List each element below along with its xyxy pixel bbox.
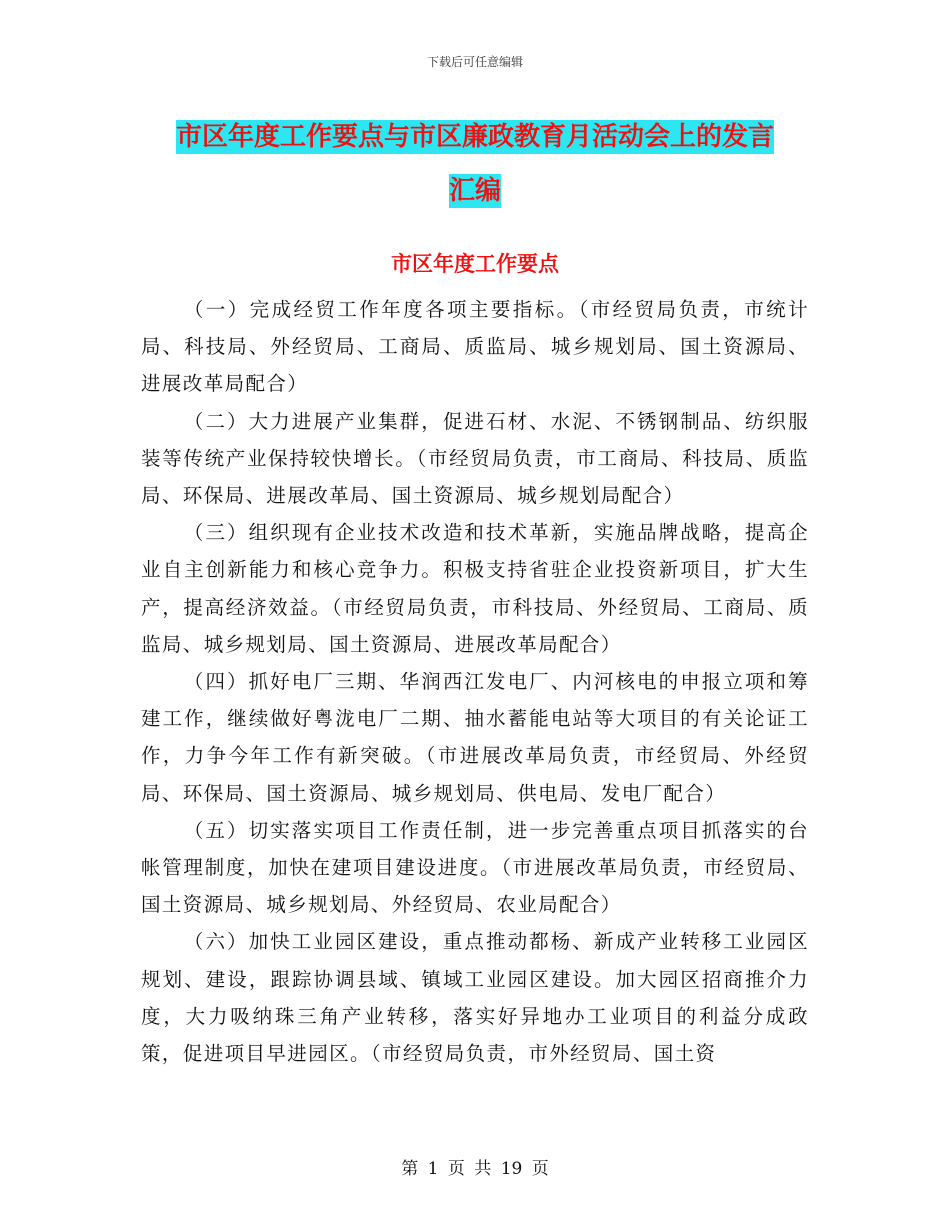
document-title-line-1: 市区年度工作要点与市区廉政教育月活动会上的发言 <box>175 122 774 152</box>
document-title-line-2: 汇编 <box>448 176 501 206</box>
document-title <box>0 110 950 218</box>
document-body <box>141 291 809 1072</box>
paragraph-2: （二）大力进展产业集群，促进石材、水泥、不锈钢制品、纺织服装等传统产业保持较快增长。（市经贸局负责，市工商局、科技局、质监局、环保局、进展改革局、国土资源局、城乡规划局配合） <box>141 409 809 508</box>
paragraph-4: （四）抓好电厂三期、华润西江发电厂、内河核电的申报立项和筹建工作，继续做好粤泷电厂二期、抽水蓄能电站等大项目的有关论证工作，力争今年工作有新突破。（市进展改革局负责，市经贸局、外经贸局、环保局、国土资源局、城乡规划局、供电局、发电厂配合） <box>141 670 809 805</box>
paragraph-1: （一）完成经贸工作年度各项主要指标。（市经贸局负责，市统计局、科技局、外经贸局、工商局、质监局、城乡规划局、国土资源局、进展改革局配合） <box>141 298 809 396</box>
section-heading: 市区年度工作要点 <box>391 251 559 276</box>
page-footer: 第 1 页 共 19 页 <box>401 1159 549 1179</box>
paragraph-5: （五）切实落实项目工作责任制，进一步完善重点项目抓落实的台帐管理制度，加快在建项目建设进度。（市进展改革局负责，市经贸局、国土资源局、城乡规划局、外经贸局、农业局配合） <box>141 818 809 917</box>
header-note: 下载后可任意编辑 <box>426 55 523 69</box>
paragraph-6: （六）加快工业园区建设，重点推动都杨、新成产业转移工业园区规划、建设，跟踪协调县域、镇域工业园区建设。加大园区招商推介力度，大力吸纳珠三角产业转移，落实好异地办工业项目的利益分成政策，促进项目早进园区。（市经贸局负责，市外经贸局、国土资 <box>141 930 809 1066</box>
paragraph-3: （三）组织现有企业技术改造和技术革新，实施品牌战略，提高企业自主创新能力和核心竞争力。积极支持省驻企业投资新项目，扩大生产，提高经济效益。（市经贸局负责，市科技局、外经贸局、工商局、质监局、城乡规划局、国土资源局、进展改革局配合） <box>141 521 809 656</box>
